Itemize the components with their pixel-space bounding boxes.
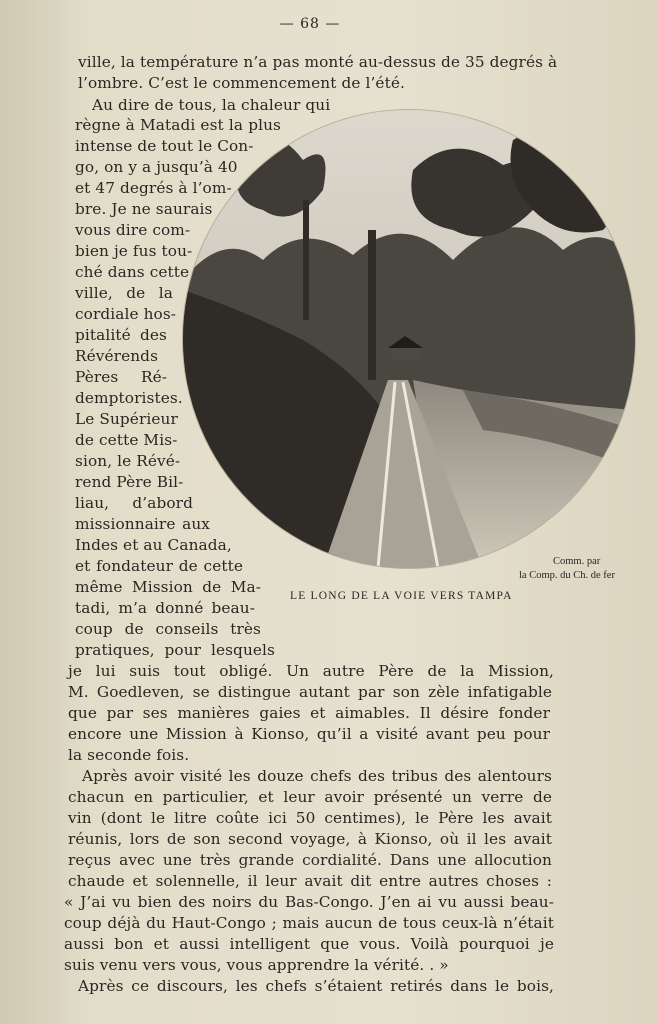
text-line: chacun en particulier, et leur avoir présenté un verre de xyxy=(68,788,552,806)
railway-photo-image xyxy=(183,110,635,568)
text-line: de cette Mis- xyxy=(75,431,178,449)
text-line: tadi, m’a donné beau- xyxy=(75,599,255,617)
figure-caption: LE LONG DE LA VOIE VERS TAMPA xyxy=(290,590,513,602)
text-line: « J’ai vu bien des noirs du Bas-Congo. J’en ai vu aussi beau- xyxy=(64,893,554,911)
photo-credit-line-2: la Comp. du Ch. de fer xyxy=(519,570,615,581)
text-line: intense de tout le Con- xyxy=(75,137,254,155)
text-line: l’ombre. C’est le commencement de l’été. xyxy=(78,74,405,92)
text-line: ville, de la xyxy=(75,284,173,302)
text-line: vin (dont le litre coûte ici 50 centimes), le Père les avait xyxy=(68,809,552,827)
text-line: ché dans cette xyxy=(75,263,190,281)
text-line: que par ses manières gaies et aimables. Il désire fonder xyxy=(68,704,550,722)
text-line: Après ce discours, les chefs s’étaient retirés dans le bois, xyxy=(78,977,554,995)
text-line: et 47 degrés à l’om- xyxy=(75,179,232,197)
text-line: et fondateur de cette xyxy=(75,557,243,575)
railway-photo xyxy=(183,110,635,568)
text-line: la seconde fois. xyxy=(68,746,190,764)
text-line: pitalité des xyxy=(75,326,167,344)
page-number: — 68 — xyxy=(279,16,341,32)
text-line: Après avoir visité les douze chefs des tribus des alentours xyxy=(82,767,552,785)
text-line: coup de conseils très xyxy=(75,620,261,638)
text-line: réunis, lors de son second voyage, à Kionso, où il les avait xyxy=(68,830,552,848)
text-line: même Mission de Ma- xyxy=(75,578,261,596)
text-line: missionnaire aux xyxy=(75,515,210,533)
text-line: M. Goedleven, se distingue autant par son zèle infatigable xyxy=(68,683,552,701)
text-line: reçus avec une très grande cordialité. Dans une allocution xyxy=(68,851,552,869)
text-line: rend Père Bil- xyxy=(75,473,184,491)
text-line: bre. Je ne saurais xyxy=(75,200,213,218)
text-line: go, on y a jusqu’à 40 xyxy=(75,158,238,176)
text-line: bien je fus tou- xyxy=(75,242,193,260)
text-line: liau, d’abord xyxy=(75,494,193,512)
text-line: sion, le Révé- xyxy=(75,452,181,470)
text-line: demptoristes. xyxy=(75,389,183,407)
text-line: vous dire com- xyxy=(75,221,191,239)
text-line: Révérends xyxy=(75,347,159,365)
text-line: cordiale hos- xyxy=(75,305,177,323)
text-line: Le Supérieur xyxy=(75,410,178,428)
text-line: encore une Mission à Kionso, qu’il a visité avant peu pour xyxy=(68,725,550,743)
text-line: ville, la température n’a pas monté au-dessus de 35 degrés à xyxy=(78,53,558,71)
text-line: suis venu vers vous, vous apprendre la vérité. . » xyxy=(64,956,449,974)
text-line: je lui suis tout obligé. Un autre Père de la Mission, xyxy=(68,662,554,680)
text-line: Indes et au Canada, xyxy=(75,536,232,554)
text-line: aussi bon et aussi intelligent que vous. Voilà pourquoi je xyxy=(64,935,554,953)
text-line: Pères Ré- xyxy=(75,368,167,386)
text-line: coup déjà du Haut-Congo ; mais aucun de tous ceux-là n’était xyxy=(64,914,554,932)
photo-credit-line-1: Comm. par xyxy=(553,556,601,567)
text-line: Au dire de tous, la chaleur qui xyxy=(92,96,331,114)
text-line: chaude et solennelle, il leur avait dit entre autres choses : xyxy=(68,872,552,890)
text-line: règne à Matadi est la plus xyxy=(75,116,281,134)
text-line: pratiques, pour lesquels xyxy=(75,641,275,659)
